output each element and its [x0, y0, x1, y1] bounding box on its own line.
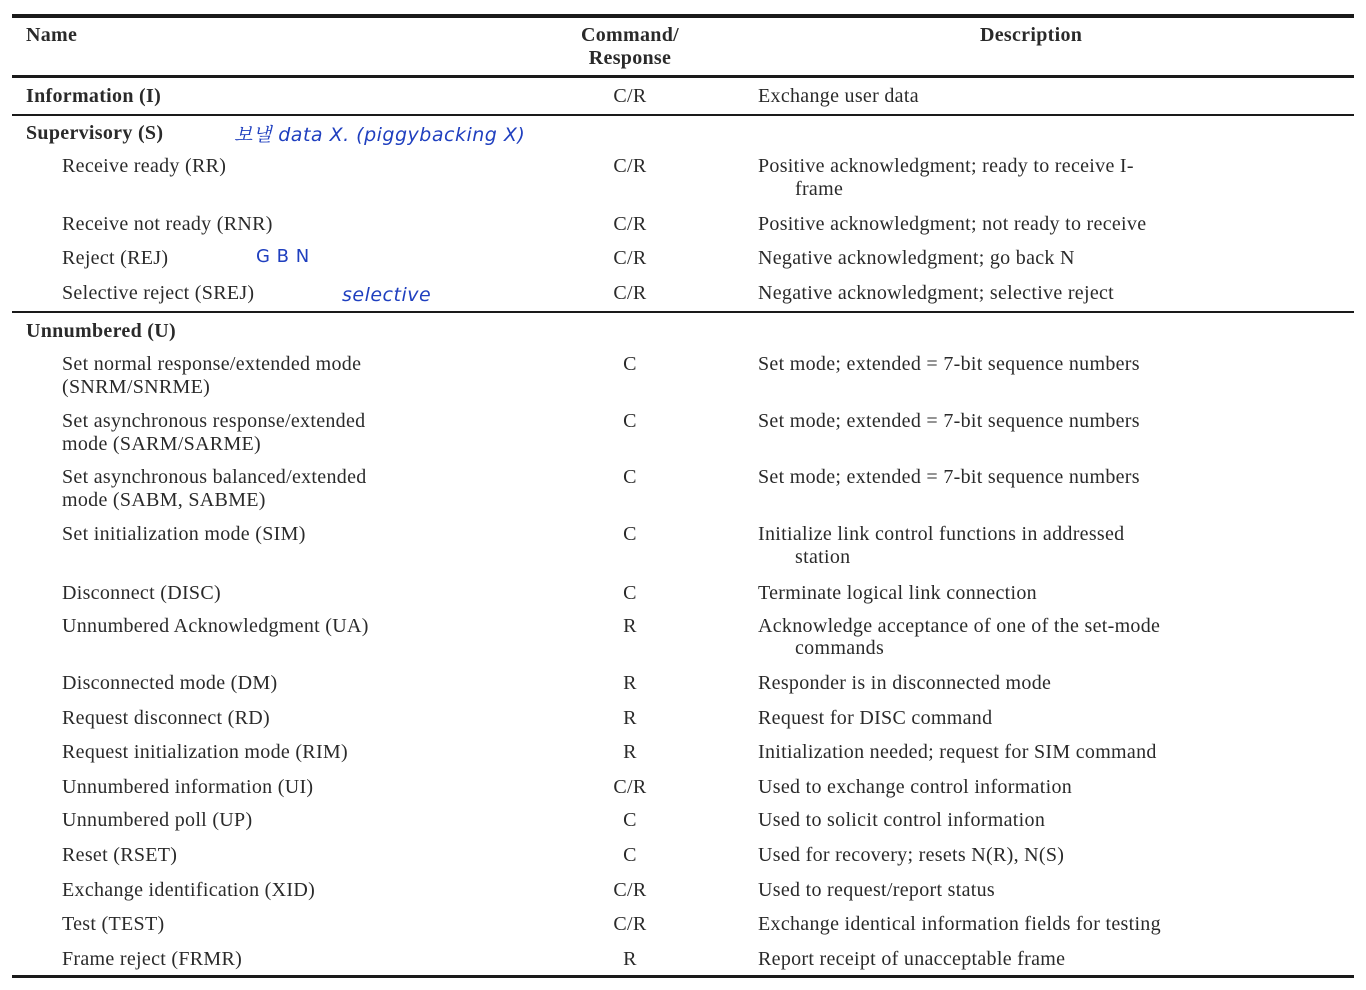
row-desc: Request for DISC command	[758, 707, 993, 729]
row-desc: Used to exchange control information	[758, 776, 1073, 798]
header-description: Description	[980, 24, 1083, 46]
row-name: Request initialization mode (RIM)	[62, 741, 348, 763]
row-name: Disconnected mode (DM)	[62, 672, 278, 694]
row-name: Set normal response/extended mode	[62, 353, 362, 375]
row-cr: C	[623, 844, 637, 866]
row-name: Unnumbered information (UI)	[62, 776, 314, 798]
row-cr: C/R	[613, 913, 647, 935]
row-desc-continued: station	[795, 546, 851, 568]
row-desc: Used to request/report status	[758, 879, 995, 901]
row-desc: Negative acknowledgment; selective reject	[758, 282, 1115, 304]
row-cr: C/R	[613, 213, 647, 235]
row-desc: Initialize link control functions in addressed	[758, 523, 1125, 545]
row-desc: Set mode; extended = 7-bit sequence numbers	[758, 353, 1140, 375]
row-name: Unnumbered poll (UP)	[62, 809, 253, 831]
row-cr: C/R	[613, 776, 647, 798]
group-title-unnumbered: Unnumbered (U)	[26, 320, 176, 342]
row-name: Test (TEST)	[62, 913, 165, 935]
row-cr: C/R	[613, 155, 647, 177]
row-name: Frame reject (FRMR)	[62, 948, 243, 970]
row-cr: R	[623, 672, 637, 694]
information-group-rule	[12, 114, 1354, 116]
row-desc: Report receipt of unacceptable frame	[758, 948, 1066, 970]
row-cr: R	[623, 741, 637, 763]
row-name: Set initialization mode (SIM)	[62, 523, 306, 545]
table-bottom-rule	[12, 975, 1354, 978]
row-cr: C/R	[613, 879, 647, 901]
row-name: Selective reject (SREJ)	[62, 282, 255, 304]
row-name: Disconnect (DISC)	[62, 582, 221, 604]
row-cr: C	[623, 466, 637, 488]
row-name: Reject (REJ)	[62, 247, 169, 269]
row-desc: Exchange identical information fields for testing	[758, 913, 1161, 935]
row-name-continued: mode (SABM, SABME)	[62, 489, 266, 511]
header-command-response-line2: Response	[588, 47, 672, 69]
header-command-response-line1: Command/	[581, 24, 679, 46]
group-title-supervisory: Supervisory (S)	[26, 122, 164, 144]
information-desc: Exchange user data	[758, 85, 919, 107]
row-name: Exchange identification (XID)	[62, 879, 316, 901]
row-name: Unnumbered Acknowledgment (UA)	[62, 615, 369, 637]
header-bottom-rule	[12, 75, 1354, 78]
row-desc: Set mode; extended = 7-bit sequence numbers	[758, 466, 1140, 488]
row-desc: Terminate logical link connection	[758, 582, 1037, 604]
row-name: Reset (RSET)	[62, 844, 178, 866]
row-name: Receive ready (RR)	[62, 155, 227, 177]
information-cr: C/R	[613, 85, 647, 107]
row-cr: R	[623, 615, 637, 637]
row-name: Request disconnect (RD)	[62, 707, 270, 729]
header-name: Name	[26, 24, 78, 46]
handwritten-note-reject: G B N	[256, 246, 310, 267]
group-title-information: Information (I)	[26, 85, 162, 107]
row-name: Receive not ready (RNR)	[62, 213, 273, 235]
row-cr: C/R	[613, 247, 647, 269]
row-cr: C	[623, 809, 637, 831]
supervisory-group-rule	[12, 311, 1354, 313]
row-cr: R	[623, 948, 637, 970]
handwritten-note-srej: selective	[342, 284, 432, 306]
row-cr: C	[623, 410, 637, 432]
row-cr: C	[623, 353, 637, 375]
row-desc: Initialization needed; request for SIM command	[758, 741, 1157, 763]
row-cr: R	[623, 707, 637, 729]
table-top-rule	[12, 14, 1354, 18]
row-name-continued: mode (SARM/SARME)	[62, 433, 262, 455]
row-cr: C/R	[613, 282, 647, 304]
row-desc-continued: commands	[795, 637, 885, 659]
row-desc: Responder is in disconnected mode	[758, 672, 1052, 694]
handwritten-note-supervisory: 보낼 data X. (piggybacking X)	[234, 124, 526, 146]
row-desc: Positive acknowledgment; not ready to receive	[758, 213, 1147, 235]
row-cr: C	[623, 582, 637, 604]
row-cr: C	[623, 523, 637, 545]
row-name-continued: (SNRM/SNRME)	[62, 376, 211, 398]
row-desc: Negative acknowledgment; go back N	[758, 247, 1075, 269]
row-desc-continued: frame	[795, 178, 844, 200]
row-desc: Used to solicit control information	[758, 809, 1046, 831]
row-name: Set asynchronous balanced/extended	[62, 466, 367, 488]
row-desc: Positive acknowledgment; ready to receive I-	[758, 155, 1134, 177]
row-desc: Used for recovery; resets N(R), N(S)	[758, 844, 1065, 866]
row-desc: Set mode; extended = 7-bit sequence numbers	[758, 410, 1140, 432]
row-name: Set asynchronous response/extended	[62, 410, 366, 432]
row-desc: Acknowledge acceptance of one of the set-mode	[758, 615, 1161, 637]
